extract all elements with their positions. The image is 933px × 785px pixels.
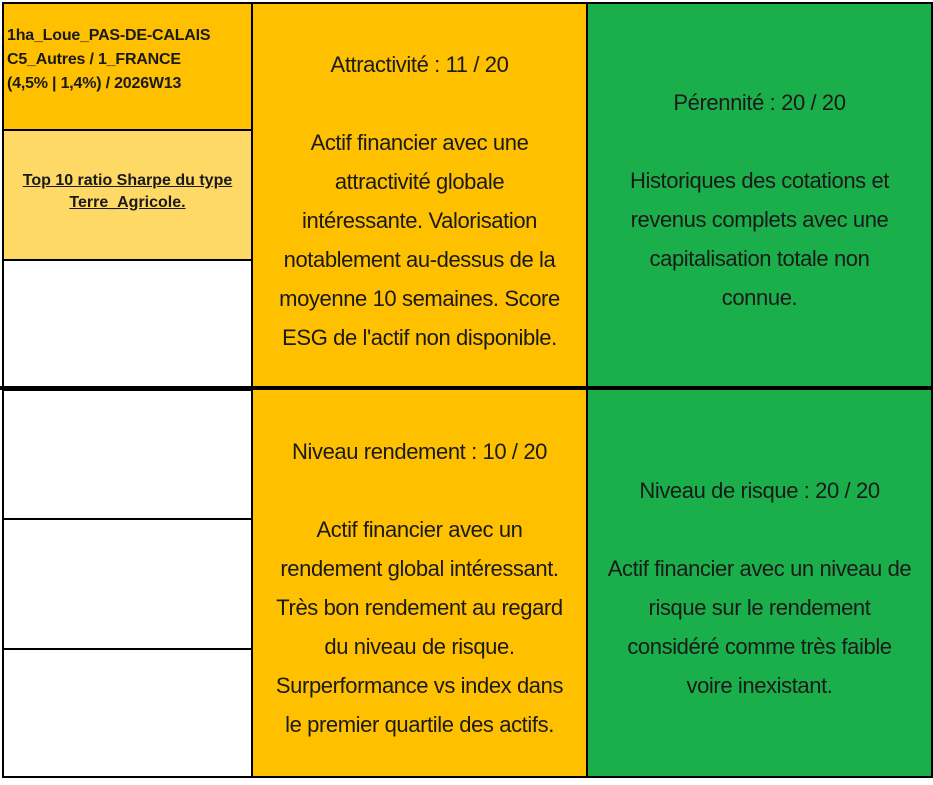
rendement-desc-line: Actif financier avec un <box>316 517 523 542</box>
empty-cell <box>2 259 253 389</box>
perennite-desc-line: Historiques des cotations et <box>629 168 890 193</box>
risque-desc-line: risque sur le rendement <box>648 595 871 620</box>
attractivite-desc-line: attractivité globale <box>334 169 505 194</box>
attractivite-desc-line: moyenne 10 semaines. Score <box>279 286 560 311</box>
top-sharpe-link-line1[interactable]: Top 10 ratio Sharpe du type <box>22 172 233 189</box>
asset-identity-cell <box>2 2 253 131</box>
risque-title: Niveau de risque : 20 / 20 <box>639 478 880 503</box>
risque-desc-line: considéré comme très faible <box>627 634 892 659</box>
perennite-desc-line: capitalisation totale non <box>649 246 870 271</box>
perennite-desc-line: connue. <box>721 285 798 310</box>
rendement-description <box>253 510 586 744</box>
empty-cell <box>2 648 253 778</box>
asset-name: 1ha_Loue_PAS-DE-CALAIS <box>7 27 211 44</box>
attractivite-description <box>253 123 586 357</box>
attractivite-desc-line: Actif financier avec une <box>310 130 529 155</box>
risque-desc-line: Actif financier avec un niveau de <box>607 556 912 581</box>
empty-cell <box>2 389 253 520</box>
attractivite-desc-line: ESG de l'actif non disponible. <box>282 325 557 350</box>
attractivite-title: Attractivité : 11 / 20 <box>330 52 509 77</box>
empty-cell <box>2 518 253 650</box>
row-separator <box>0 386 933 390</box>
rendement-desc-line: Surperformance vs index dans <box>275 673 564 698</box>
rendement-desc-line: Très bon rendement au regard <box>276 595 563 620</box>
attractivite-cell <box>251 2 588 390</box>
attractivite-desc-line: intéressante. Valorisation <box>302 208 537 233</box>
asset-ratios-week: (4,5% | 1,4%) / 2026W13 <box>7 75 182 92</box>
perennite-title: Pérennité : 20 / 20 <box>673 90 846 115</box>
perennite-desc-line: revenus complets avec une <box>630 207 889 232</box>
rendement-cell <box>251 388 588 778</box>
risque-cell <box>586 388 933 778</box>
rendement-desc-line: rendement global intéressant. <box>280 556 559 581</box>
rendement-desc-line: du niveau de risque. <box>324 634 515 659</box>
rendement-desc-line: le premier quartile des actifs. <box>285 712 554 737</box>
top-sharpe-cell <box>2 129 253 261</box>
attractivite-desc-line: notablement au-dessus de la <box>283 247 556 272</box>
asset-category: C5_Autres / 1_FRANCE <box>7 51 181 68</box>
perennite-cell <box>586 2 933 390</box>
top-sharpe-link-line2[interactable]: Terre_Agricole. <box>69 194 186 211</box>
perennite-description <box>588 161 931 317</box>
risque-description <box>588 549 931 705</box>
risque-desc-line: voire inexistant. <box>686 673 833 698</box>
rendement-title: Niveau rendement : 10 / 20 <box>292 439 547 464</box>
